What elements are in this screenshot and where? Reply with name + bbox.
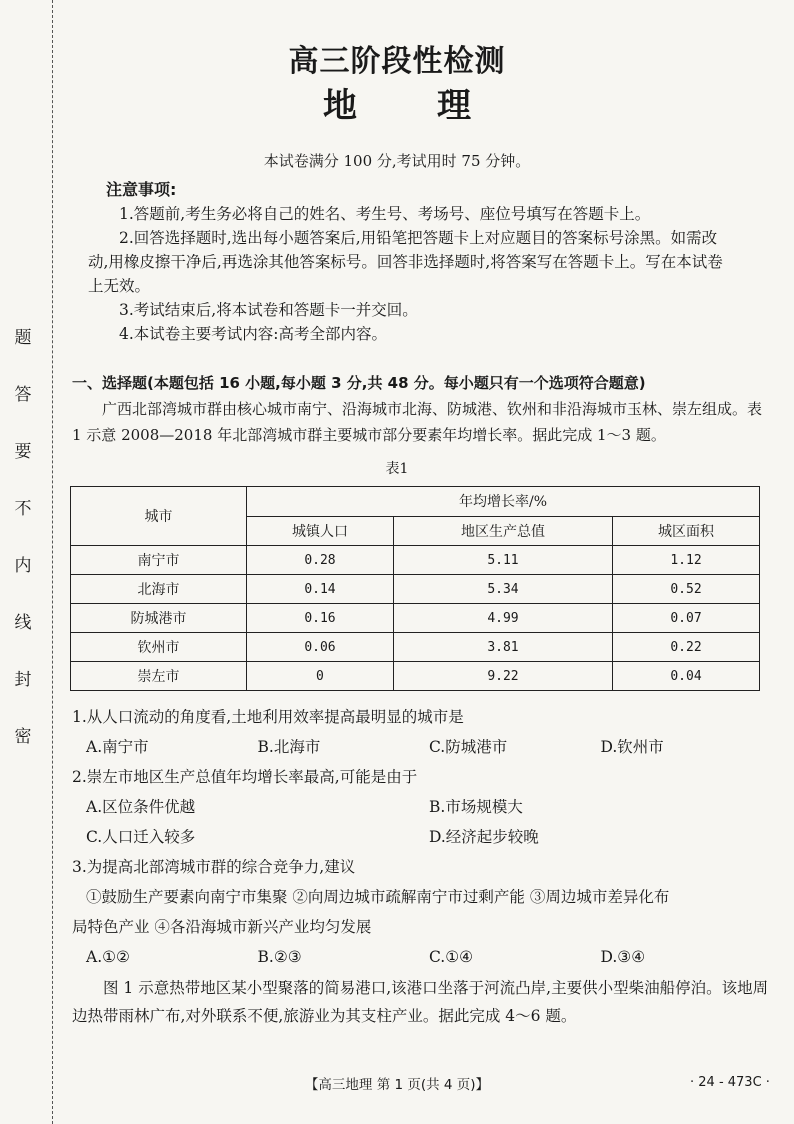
option-a: A.南宁市 <box>86 738 149 756</box>
passage-figure-1: 图 1 示意热带地区某小型聚落的简易港口,该港口坐落于河流凸岸,主要供小型柴油船停泊。该地周边热带雨林广布,对外联系不便,旅游业为其支柱产业。据此完成 4～6 题。 <box>72 979 769 1025</box>
city-header: 城市 <box>71 487 247 546</box>
pop-cell: 0.16 <box>247 604 394 633</box>
gdp-cell: 9.22 <box>393 662 612 691</box>
binding-char: 内 <box>14 556 32 576</box>
questions-block <box>72 702 772 1030</box>
question-3-statements: ①鼓励生产要素向南宁市集聚 ②向周边城市疏解南宁市过剩产能 ③周边城市差异化布 <box>86 888 670 906</box>
question-3-statements-cont: 局特色产业 ④各沿海城市新兴产业均匀发展 <box>72 918 372 936</box>
table-row <box>71 575 760 604</box>
binding-char: 不 <box>14 499 32 519</box>
column-header: 地区生产总值 <box>393 516 612 546</box>
option-b: B.北海市 <box>257 738 321 756</box>
notes-section <box>88 178 728 346</box>
column-header: 城镇人口 <box>247 516 394 546</box>
table-header-row <box>71 487 760 517</box>
binding-char: 线 <box>14 613 32 633</box>
table-row <box>71 546 760 575</box>
note-item: 2.回答选择题时,选出每小题答案后,用铅笔把答题卡上对应题目的答案标号涂黑。如需改动,用橡皮擦干净后,再选涂其他答案标号。回答非选择题时,将答案写在答题卡上。写在本试卷上无效。 <box>88 229 723 295</box>
exam-info: 本试卷满分 100 分,考试用时 75 分钟。 <box>263 152 531 170</box>
gdp-cell: 3.81 <box>393 633 612 662</box>
pop-cell: 0.28 <box>247 546 394 575</box>
growth-rate-table <box>70 486 760 691</box>
binding-char: 要 <box>14 442 32 462</box>
table-row <box>71 633 760 662</box>
notes-heading: 注意事项: <box>106 180 177 199</box>
section-title: 一、选择题(本题包括 16 小题,每小题 3 分,共 48 分。每小题只有一个选项符合题意) <box>72 374 646 392</box>
city-cell: 防城港市 <box>71 604 247 633</box>
table-row <box>71 662 760 691</box>
gdp-cell: 5.34 <box>393 575 612 604</box>
question-3-options <box>72 942 772 972</box>
option-c: C.防城港市 <box>429 738 508 756</box>
option-b: B.②③ <box>257 948 302 966</box>
question-1-stem: 1.从人口流动的角度看,土地利用效率提高最明显的城市是 <box>72 708 464 726</box>
binding-char: 答 <box>14 385 32 405</box>
group-header: 年均增长率/% <box>247 487 760 517</box>
pop-cell: 0.06 <box>247 633 394 662</box>
option-c: C.①④ <box>429 948 474 966</box>
section-intro: 广西北部湾城市群由核心城市南宁、沿海城市北海、防城港、钦州和非沿海城市玉林、崇左组成。表 1 示意 2008—2018 年北部湾城市群主要城市部分要素年均增长率。据此完成 1～3 题。 <box>72 400 763 444</box>
page-footer: 【高三地理 第 1 页(共 4 页)】 <box>304 1077 490 1093</box>
question-2-options-row1 <box>72 792 772 822</box>
binding-margin-text <box>10 330 36 786</box>
paper-code: · 24 - 473C · <box>690 1075 770 1090</box>
pop-cell: 0 <box>247 662 394 691</box>
area-cell: 0.07 <box>613 604 760 633</box>
area-cell: 0.52 <box>613 575 760 604</box>
column-header: 城区面积 <box>613 516 760 546</box>
exam-title: 高三阶段性检测 <box>288 44 506 79</box>
option-d: D.经济起步较晚 <box>429 828 539 846</box>
city-cell: 南宁市 <box>71 546 247 575</box>
table-row <box>71 604 760 633</box>
area-cell: 0.04 <box>613 662 760 691</box>
area-cell: 1.12 <box>613 546 760 575</box>
question-3-stem: 3.为提高北部湾城市群的综合竞争力,建议 <box>72 858 356 876</box>
binding-char: 密 <box>14 727 32 747</box>
gdp-cell: 5.11 <box>393 546 612 575</box>
option-a: A.①② <box>86 948 130 966</box>
table-caption: 表1 <box>385 461 409 477</box>
question-2-stem: 2.崇左市地区生产总值年均增长率最高,可能是由于 <box>72 768 418 786</box>
option-c: C.人口迁入较多 <box>86 828 196 846</box>
note-item: 3.考试结束后,将本试卷和答题卡一并交回。 <box>119 301 418 319</box>
question-2-options-row2 <box>72 822 772 852</box>
question-1-options <box>72 732 772 762</box>
city-cell: 崇左市 <box>71 662 247 691</box>
city-cell: 钦州市 <box>71 633 247 662</box>
section-one <box>72 370 762 448</box>
note-item: 4.本试卷主要考试内容:高考全部内容。 <box>119 325 388 343</box>
binding-char: 封 <box>14 670 32 690</box>
subject-title: 地理 <box>323 86 551 126</box>
option-b: B.市场规模大 <box>429 798 523 816</box>
option-d: D.钦州市 <box>600 738 664 756</box>
note-item: 1.答题前,考生务必将自己的姓名、考生号、考场号、座位号填写在答题卡上。 <box>119 205 651 223</box>
option-d: D.③④ <box>600 948 646 966</box>
binding-char: 题 <box>14 328 32 348</box>
option-a: A.区位条件优越 <box>86 798 196 816</box>
gdp-cell: 4.99 <box>393 604 612 633</box>
area-cell: 0.22 <box>613 633 760 662</box>
city-cell: 北海市 <box>71 575 247 604</box>
pop-cell: 0.14 <box>247 575 394 604</box>
